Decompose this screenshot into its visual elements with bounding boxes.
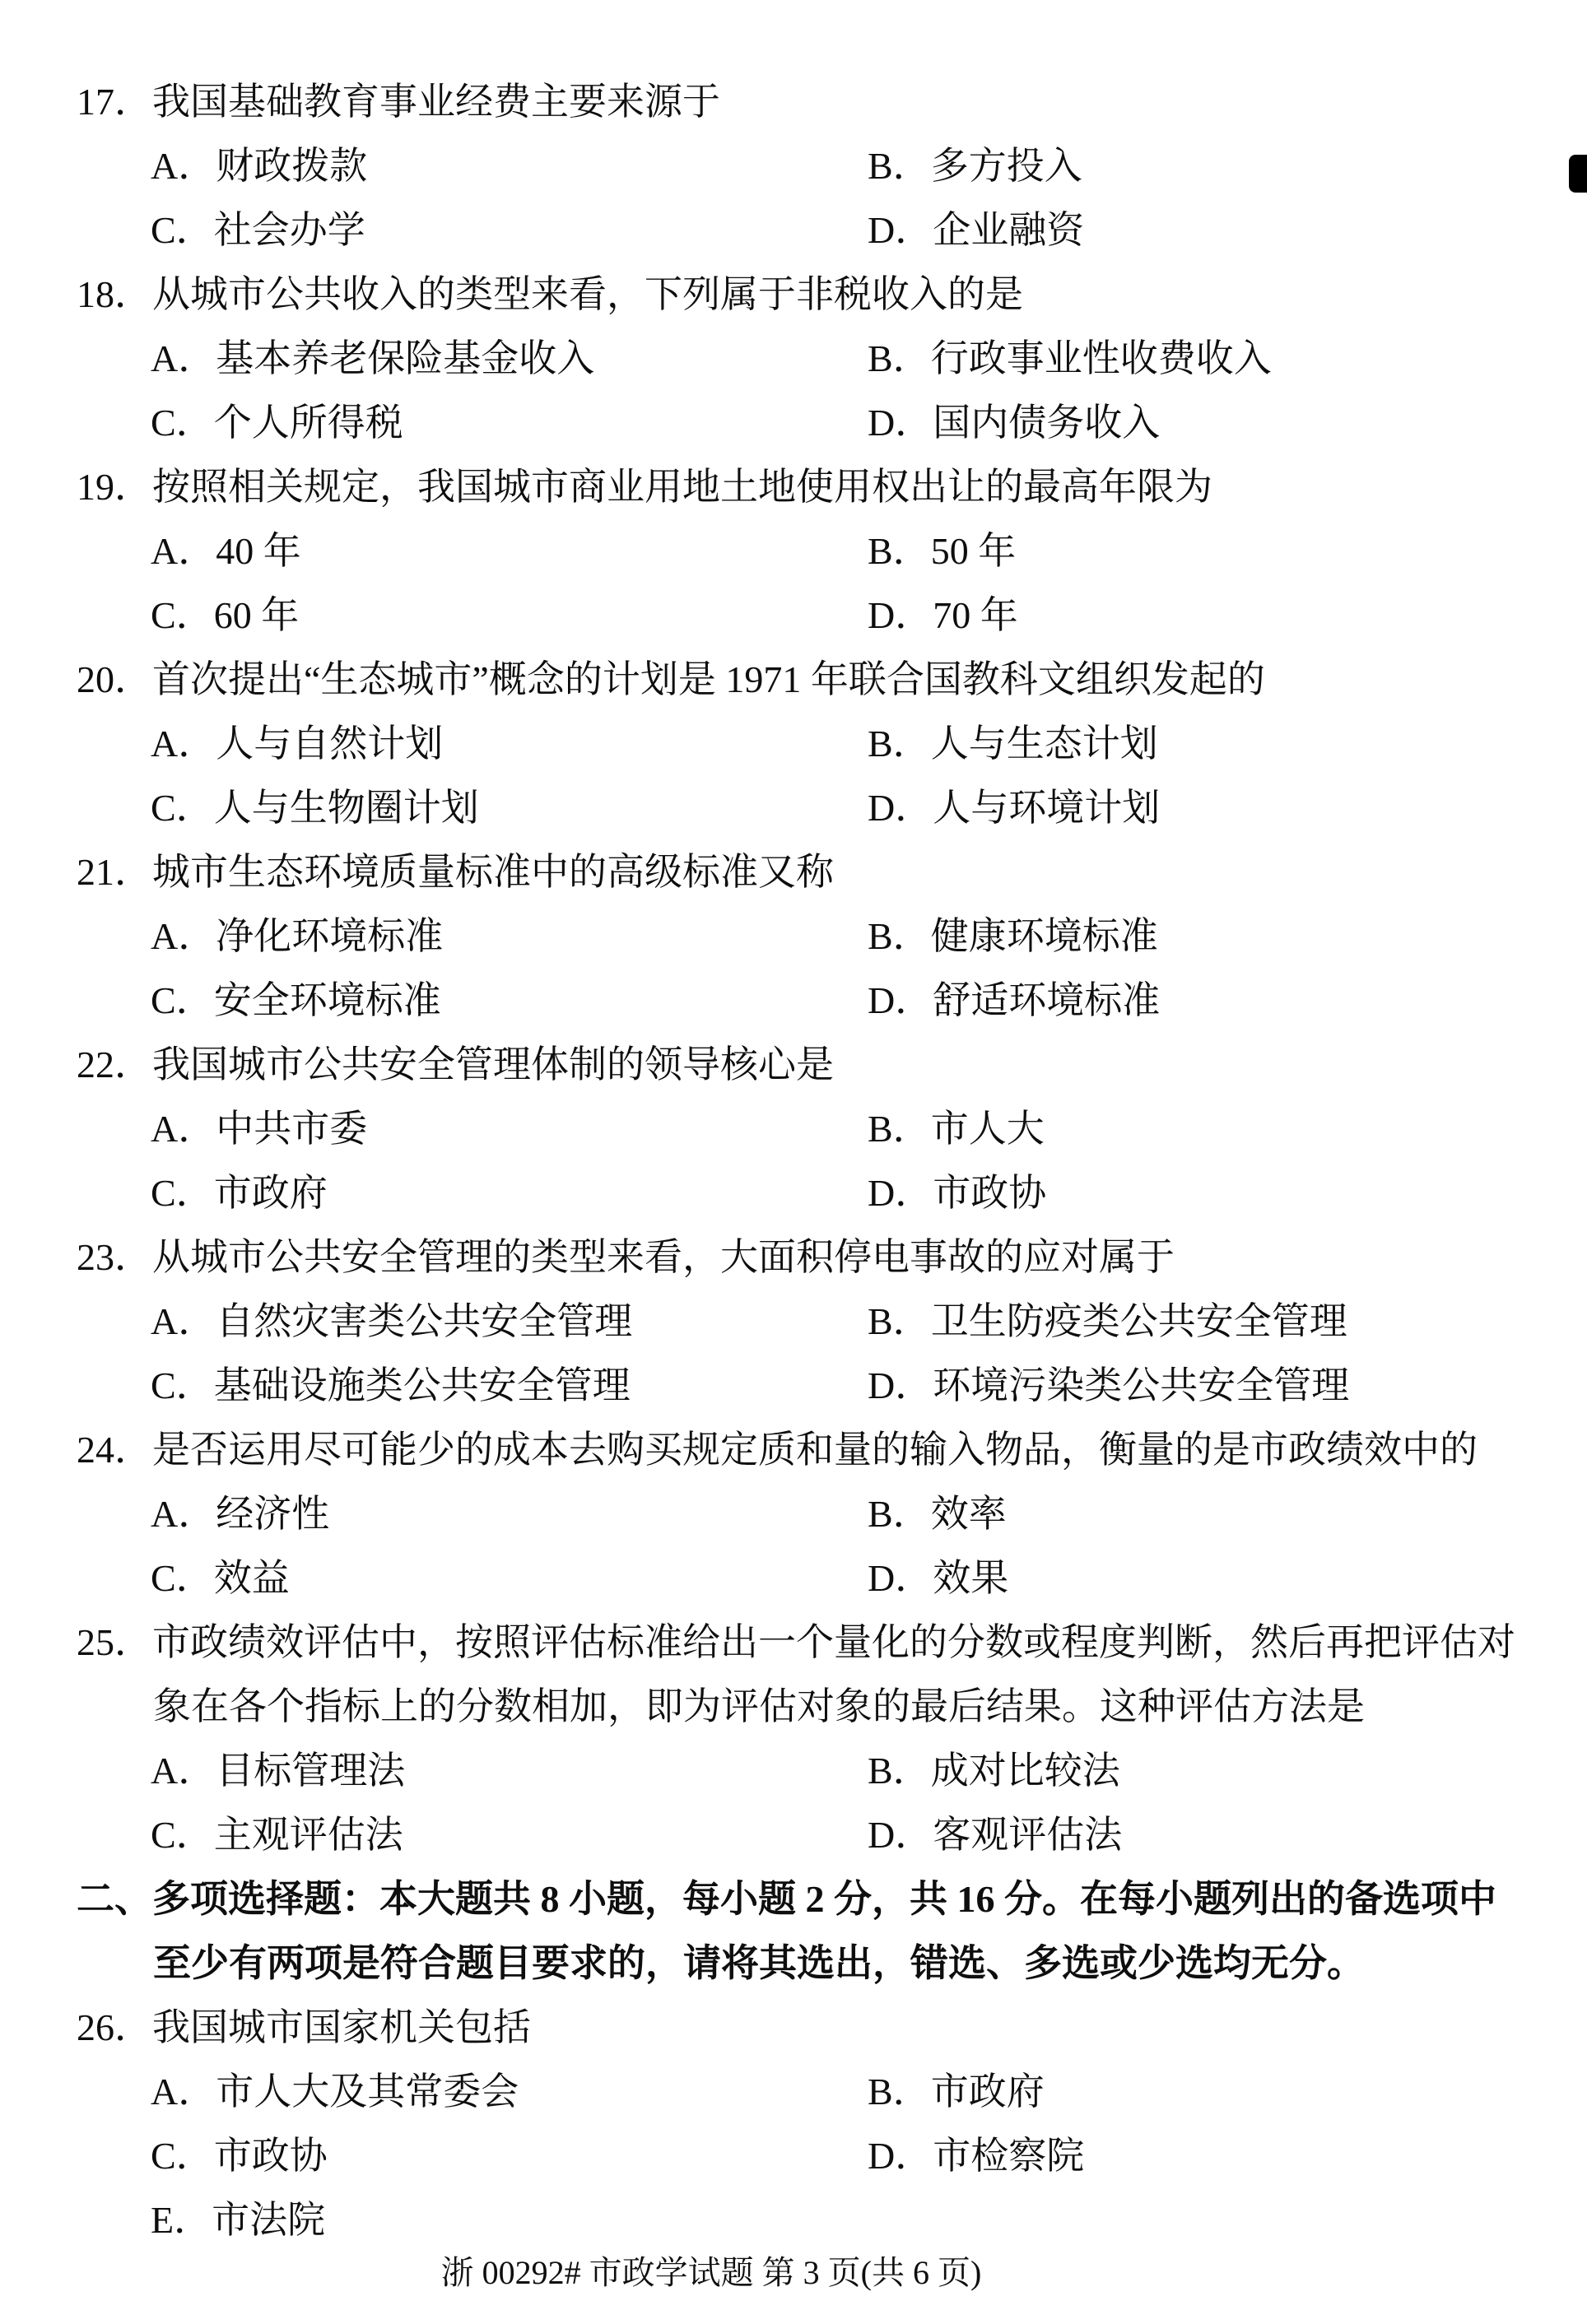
question-text: 我国基础教育事业经费主要来源于 bbox=[152, 81, 720, 123]
option-d bbox=[868, 1803, 1122, 1867]
question-18-options-row-1 bbox=[0, 327, 1587, 391]
option-text: 财政拨款 bbox=[216, 145, 368, 187]
option-label: D． bbox=[868, 1557, 933, 1599]
question-22-options-row-2 bbox=[0, 1161, 1587, 1225]
option-c bbox=[151, 583, 299, 648]
question-17-options-row-1 bbox=[0, 134, 1587, 198]
option-label: C． bbox=[151, 209, 214, 251]
question-19-line bbox=[0, 455, 1587, 519]
option-a bbox=[151, 1482, 329, 1546]
option-label: B． bbox=[868, 2071, 931, 2113]
question-22 bbox=[77, 1033, 834, 1097]
option-label: C． bbox=[151, 787, 214, 829]
question-26-options-row-1 bbox=[0, 2060, 1587, 2124]
question-text: 我国城市公共安全管理体制的领导核心是 bbox=[152, 1043, 834, 1085]
question-24-options-row-1 bbox=[0, 1482, 1587, 1546]
question-20-options-row-1 bbox=[0, 712, 1587, 776]
question-number: 24． bbox=[77, 1429, 152, 1471]
question-26 bbox=[77, 1996, 531, 2060]
option-c bbox=[151, 391, 403, 455]
option-b bbox=[868, 1739, 1120, 1803]
option-d bbox=[868, 776, 1160, 840]
option-text: 市人大 bbox=[930, 1108, 1045, 1150]
question-number: 20． bbox=[77, 658, 152, 700]
question-number: 18． bbox=[77, 273, 152, 315]
option-text: 市政府 bbox=[930, 2071, 1045, 2113]
option-text: 人与生态计划 bbox=[930, 723, 1158, 765]
option-d bbox=[868, 1354, 1349, 1418]
question-text: 我国城市国家机关包括 bbox=[152, 2006, 531, 2048]
option-label: B． bbox=[868, 723, 931, 765]
question-text: 从城市公共收入的类型来看，下列属于非税收入的是 bbox=[152, 273, 1023, 315]
option-label: A． bbox=[151, 337, 216, 379]
question-text: 从城市公共安全管理的类型来看，大面积停电事故的应对属于 bbox=[152, 1236, 1175, 1278]
option-label: A． bbox=[151, 1300, 216, 1342]
option-label: D． bbox=[868, 1172, 933, 1214]
option-b bbox=[868, 1097, 1045, 1161]
option-b bbox=[868, 904, 1158, 969]
option-d bbox=[868, 198, 1084, 263]
question-20 bbox=[77, 648, 1265, 712]
option-a bbox=[151, 1739, 405, 1803]
option-text: 经济性 bbox=[216, 1493, 330, 1535]
option-label: B． bbox=[868, 530, 931, 572]
question-24-line bbox=[0, 1418, 1587, 1482]
page-footer: 浙 00292# 市政学试题 第 3 页(共 6 页) bbox=[440, 2254, 982, 2291]
option-b bbox=[868, 1290, 1347, 1354]
option-label: C． bbox=[151, 402, 214, 444]
question-24 bbox=[77, 1418, 1478, 1482]
option-text: 60 年 bbox=[213, 594, 300, 636]
option-b bbox=[868, 2060, 1045, 2124]
option-label: B． bbox=[868, 1750, 931, 1792]
question-number: 23． bbox=[77, 1236, 152, 1278]
option-text: 效益 bbox=[213, 1557, 290, 1599]
option-a bbox=[151, 2060, 519, 2124]
option-c bbox=[151, 1161, 328, 1225]
section-instructions: 至少有两项是符合题目要求的，请将其选出，错选、多选或少选均无分。 bbox=[153, 1942, 1365, 1984]
question-25-line-2 bbox=[0, 1675, 1587, 1739]
question-19-options-row-2 bbox=[0, 583, 1587, 648]
option-text: 成对比较法 bbox=[930, 1750, 1120, 1792]
option-text: 社会办学 bbox=[213, 209, 365, 251]
option-text: 效率 bbox=[930, 1493, 1007, 1535]
option-label: B． bbox=[868, 1108, 931, 1150]
option-text: 客观评估法 bbox=[933, 1814, 1123, 1856]
question-text: 城市生态环境质量标准中的高级标准又称 bbox=[152, 851, 834, 893]
option-text: 中共市委 bbox=[216, 1108, 368, 1150]
option-text: 市政协 bbox=[213, 2135, 328, 2177]
question-23-options-row-2 bbox=[0, 1354, 1587, 1418]
option-label: A． bbox=[151, 2071, 216, 2113]
option-text: 市法院 bbox=[212, 2199, 326, 2241]
option-a bbox=[151, 1290, 632, 1354]
question-text: 首次提出“生态城市”概念的计划是 1971 年联合国教科文组织发起的 bbox=[152, 658, 1265, 700]
question-18-line bbox=[0, 263, 1587, 327]
option-label: D． bbox=[868, 787, 933, 829]
option-label: C． bbox=[151, 2135, 214, 2177]
question-26-line bbox=[0, 1996, 1587, 2060]
option-label: A． bbox=[151, 145, 216, 187]
option-c bbox=[151, 1803, 403, 1867]
question-20-line bbox=[0, 648, 1587, 712]
option-b bbox=[868, 134, 1082, 198]
question-25 bbox=[77, 1611, 1515, 1675]
question-22-options-row-1 bbox=[0, 1097, 1587, 1161]
option-text: 人与自然计划 bbox=[216, 723, 444, 765]
option-label: D． bbox=[868, 1364, 933, 1406]
option-label: C． bbox=[151, 1364, 214, 1406]
section-title: 多项选择题：本大题共 8 小题，每小题 2 分，共 16 分。在每小题列出的备选项中 bbox=[152, 1878, 1496, 1920]
question-23-options-row-1 bbox=[0, 1290, 1587, 1354]
option-label: A． bbox=[151, 530, 216, 572]
option-d bbox=[868, 391, 1160, 455]
option-text: 行政事业性收费收入 bbox=[930, 337, 1272, 379]
option-c bbox=[151, 969, 441, 1033]
question-19 bbox=[77, 455, 1212, 519]
question-number: 26． bbox=[77, 2006, 152, 2048]
option-text: 净化环境标准 bbox=[216, 915, 444, 957]
option-text: 目标管理法 bbox=[216, 1750, 406, 1792]
option-label: B． bbox=[868, 145, 931, 187]
option-b bbox=[868, 327, 1272, 391]
option-label: D． bbox=[868, 1814, 933, 1856]
option-d bbox=[868, 2124, 1084, 2188]
option-a bbox=[151, 904, 443, 969]
option-text: 卫生防疫类公共安全管理 bbox=[930, 1300, 1347, 1342]
question-21-line bbox=[0, 840, 1587, 904]
question-17 bbox=[77, 70, 720, 134]
option-label: B． bbox=[868, 1300, 931, 1342]
option-label: D． bbox=[868, 594, 933, 636]
option-label: E． bbox=[151, 2199, 212, 2241]
question-19-options-row-1 bbox=[0, 519, 1587, 583]
question-number: 19． bbox=[77, 466, 152, 508]
option-text: 个人所得税 bbox=[213, 402, 403, 444]
question-18-options-row-2 bbox=[0, 391, 1587, 455]
option-text: 多方投入 bbox=[930, 145, 1082, 187]
option-b bbox=[868, 712, 1158, 776]
section-2-header-line-2 bbox=[0, 1931, 1587, 1996]
option-text: 国内债务收入 bbox=[933, 402, 1161, 444]
option-text: 市政协 bbox=[933, 1172, 1047, 1214]
question-25-options-row-1 bbox=[0, 1739, 1587, 1803]
option-text: 环境污染类公共安全管理 bbox=[933, 1364, 1350, 1406]
option-c bbox=[151, 1546, 290, 1611]
question-21-options-row-1 bbox=[0, 904, 1587, 969]
question-17-options-row-2 bbox=[0, 198, 1587, 263]
option-label: D． bbox=[868, 979, 933, 1021]
question-26-options-row-2 bbox=[0, 2124, 1587, 2188]
option-c bbox=[151, 776, 479, 840]
section-2-header-line-1 bbox=[0, 1867, 1587, 1931]
option-text: 基础设施类公共安全管理 bbox=[213, 1364, 631, 1406]
option-text: 健康环境标准 bbox=[930, 915, 1158, 957]
question-21 bbox=[77, 840, 834, 904]
option-label: D． bbox=[868, 209, 933, 251]
question-text: 是否运用尽可能少的成本去购买规定质和量的输入物品，衡量的是市政绩效中的 bbox=[152, 1429, 1478, 1471]
option-text: 人与生物圈计划 bbox=[213, 787, 479, 829]
question-22-line bbox=[0, 1033, 1587, 1097]
question-18 bbox=[77, 263, 1023, 327]
option-d bbox=[868, 969, 1160, 1033]
option-text: 50 年 bbox=[930, 530, 1017, 572]
option-label: C． bbox=[151, 1557, 214, 1599]
question-25-options-row-2 bbox=[0, 1803, 1587, 1867]
option-text: 70 年 bbox=[933, 594, 1018, 636]
option-text: 人与环境计划 bbox=[933, 787, 1161, 829]
question-text: 市政绩效评估中，按照评估标准给出一个量化的分数或程度判断，然后再把评估对 bbox=[152, 1621, 1515, 1663]
option-a bbox=[151, 1097, 367, 1161]
option-d bbox=[868, 1546, 1008, 1611]
option-label: C． bbox=[151, 594, 214, 636]
option-label: B． bbox=[868, 1493, 931, 1535]
option-text: 市政府 bbox=[213, 1172, 328, 1214]
question-number: 21． bbox=[77, 851, 152, 893]
option-label: B． bbox=[868, 915, 931, 957]
option-label: A． bbox=[151, 1108, 216, 1150]
option-label: A． bbox=[151, 1493, 216, 1535]
question-text-continued: 象在各个指标上的分数相加，即为评估对象的最后结果。这种评估方法是 bbox=[153, 1685, 1365, 1727]
option-a bbox=[151, 134, 367, 198]
question-23-line bbox=[0, 1225, 1587, 1290]
option-d bbox=[868, 1161, 1046, 1225]
question-25-line-1 bbox=[0, 1611, 1587, 1675]
question-20-options-row-2 bbox=[0, 776, 1587, 840]
question-number: 25． bbox=[77, 1621, 152, 1663]
section-2-header bbox=[77, 1867, 1496, 1931]
option-text: 市检察院 bbox=[933, 2135, 1085, 2177]
option-b bbox=[868, 1482, 1007, 1546]
option-text: 自然灾害类公共安全管理 bbox=[216, 1300, 633, 1342]
option-text: 企业融资 bbox=[933, 209, 1085, 251]
option-a bbox=[151, 327, 594, 391]
option-text: 舒适环境标准 bbox=[933, 979, 1161, 1021]
option-a bbox=[151, 519, 301, 583]
option-c bbox=[151, 198, 365, 263]
question-23 bbox=[77, 1225, 1175, 1290]
option-a bbox=[151, 712, 443, 776]
option-d bbox=[868, 583, 1018, 648]
question-text: 按照相关规定，我国城市商业用地土地使用权出让的最高年限为 bbox=[152, 466, 1212, 508]
page-footer-line bbox=[0, 2241, 1587, 2305]
option-text: 基本养老保险基金收入 bbox=[216, 337, 595, 379]
option-label: C． bbox=[151, 1172, 214, 1214]
question-17-line bbox=[0, 70, 1587, 134]
option-label: A． bbox=[151, 1750, 216, 1792]
section-number: 二、 bbox=[77, 1878, 152, 1920]
question-24-options-row-2 bbox=[0, 1546, 1587, 1611]
option-label: C． bbox=[151, 979, 214, 1021]
option-text: 效果 bbox=[933, 1557, 1009, 1599]
option-label: A． bbox=[151, 723, 216, 765]
option-b bbox=[868, 519, 1016, 583]
option-c bbox=[151, 2124, 328, 2188]
option-label: D． bbox=[868, 2135, 933, 2177]
option-text: 市人大及其常委会 bbox=[216, 2071, 519, 2113]
option-c bbox=[151, 1354, 631, 1418]
option-text: 40 年 bbox=[216, 530, 301, 572]
option-label: C． bbox=[151, 1814, 214, 1856]
option-text: 安全环境标准 bbox=[213, 979, 441, 1021]
question-number: 17． bbox=[77, 81, 152, 123]
question-21-options-row-2 bbox=[0, 969, 1587, 1033]
question-number: 22． bbox=[77, 1043, 152, 1085]
option-label: A． bbox=[151, 915, 216, 957]
option-label: D． bbox=[868, 402, 933, 444]
option-text: 主观评估法 bbox=[213, 1814, 403, 1856]
option-label: B． bbox=[868, 337, 931, 379]
